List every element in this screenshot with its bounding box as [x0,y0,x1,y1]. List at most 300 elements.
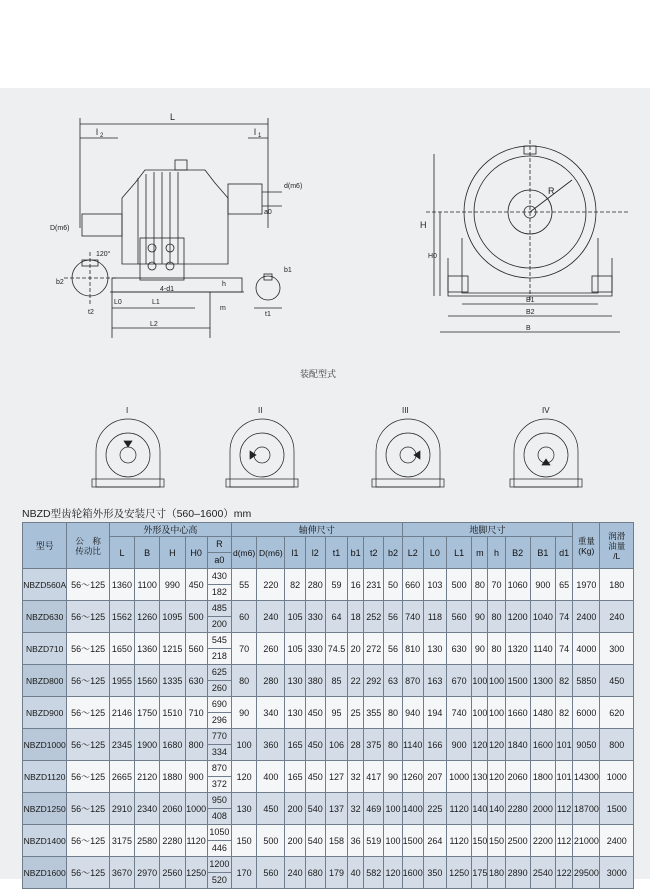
table-cell: 740 [447,697,472,729]
table-cell: 1250 [447,857,472,889]
table-cell: 105 [285,633,305,665]
col-R: R [208,537,231,553]
table-cell: 150 [488,825,505,857]
cell-model: NBZD1000 [23,729,67,761]
svg-text:b2: b2 [56,279,64,286]
cell-a0: 520 [211,875,227,885]
table-cell: 220 [257,569,285,601]
table-cell: 200 [285,793,305,825]
svg-text:t1: t1 [265,311,271,318]
cell-R: 770 [208,729,231,745]
table-cell: 25 [348,697,364,729]
table-cell: 450 [305,697,325,729]
header-row-groups [23,523,634,537]
cell-R: 1050 [208,825,231,841]
col-t2: t2 [364,537,384,569]
table-cell: 50 [384,569,402,601]
table-cell: 1140 [402,729,423,761]
table-cell: 150 [231,825,256,857]
table-cell: 127 [325,761,347,793]
table-cell: 1300 [530,665,555,697]
table-body [23,569,634,889]
table-cell: 1100 [135,569,160,601]
table-title: NBZD型齿轮箱外形及安装尺寸（560–1600）mm [22,508,252,520]
assembly-type-iv [510,419,582,487]
table-cell: 82 [556,665,573,697]
svg-text:B2: B2 [526,309,535,316]
table-cell: 16 [348,569,364,601]
table-cell: 1970 [573,569,600,601]
svg-text:4-d1: 4-d1 [160,286,175,293]
table-cell: 56 [384,633,402,665]
table-cell: 56～125 [67,697,109,729]
table-cell: 1250 [185,857,207,889]
table-cell: 80 [488,633,505,665]
table-cell: 64 [325,601,347,633]
table-row [23,601,634,633]
cell-R-a0 [207,825,231,857]
table-cell: 380 [305,665,325,697]
cell-model: NBZD1250 [23,793,67,825]
table-cell: 74.5 [325,633,347,665]
svg-text:B: B [526,325,531,332]
table-cell: 519 [364,825,384,857]
table-cell: 105 [285,601,305,633]
cell-model: NBZD1400 [23,825,67,857]
table-cell: 120 [488,729,505,761]
side-view [64,118,282,338]
table-cell: 101 [556,729,573,761]
table-cell: 2340 [135,793,160,825]
table-cell: 2200 [530,825,555,857]
col-l2: l2 [305,537,325,569]
table-row [23,761,634,793]
svg-text:l: l [96,127,98,137]
table-cell: 560 [185,633,207,665]
cell-R: 950 [208,793,231,809]
table-cell: 63 [384,665,402,697]
col-d1: d1 [556,537,573,569]
table-cell: 540 [305,793,325,825]
table-cell: 1120 [447,825,472,857]
table-cell: 40 [348,857,364,889]
table-cell: 112 [556,793,573,825]
svg-text:a0: a0 [264,209,272,216]
svg-text:D(m6): D(m6) [50,225,70,232]
cell-R-a0 [207,793,231,825]
header-row-columns [23,537,634,569]
header-foot: 地脚尺寸 [402,523,573,537]
table-cell: 120 [472,729,488,761]
assembly-type-i [92,419,164,487]
table-cell: 1200 [505,601,530,633]
table-cell: 180 [600,569,634,601]
table-cell: 180 [488,857,505,889]
cell-model: NBZD630 [23,601,67,633]
svg-text:t2: t2 [88,309,94,316]
table-cell: 170 [231,857,256,889]
table-cell: 130 [472,761,488,793]
table-cell: 2970 [135,857,160,889]
table-cell: 90 [472,633,488,665]
table-cell: 240 [257,601,285,633]
col-l1: l1 [285,537,305,569]
table-cell: 106 [325,729,347,761]
header-ratio: 公 称 传动比 [67,523,109,569]
table-row [23,825,634,857]
cell-a0: 334 [211,747,227,757]
table-cell: 100 [384,793,402,825]
table-cell: 130 [285,665,305,697]
table-cell: 450 [185,569,207,601]
drawing-caption: 装配型式 [300,369,337,379]
table-cell: 90 [384,761,402,793]
table-cell: 56～125 [67,665,109,697]
table-cell: 2665 [109,761,134,793]
table-cell: 1140 [530,633,555,665]
table-cell: 225 [423,793,446,825]
col-R-a0 [207,537,231,569]
table-cell: 56 [384,601,402,633]
table-cell: 1260 [402,761,423,793]
assembly-types [92,419,582,487]
table-cell: 165 [285,761,305,793]
table-cell: 450 [600,665,634,697]
table-cell: 330 [305,601,325,633]
table-cell: 82 [556,697,573,729]
table-cell: 3175 [109,825,134,857]
table-cell: 900 [185,761,207,793]
col-t1: t1 [325,537,347,569]
table-cell: 1000 [447,761,472,793]
table-cell: 940 [402,697,423,729]
table-cell: 469 [364,793,384,825]
svg-text:H0: H0 [428,253,437,260]
table-cell: 630 [447,633,472,665]
table-cell: 1660 [505,697,530,729]
table-cell: 280 [305,569,325,601]
table-cell: 1500 [600,793,634,825]
col-h: h [488,537,505,569]
svg-text:H: H [420,220,427,230]
table-cell: 1510 [160,697,185,729]
svg-text:l: l [254,127,256,137]
dimension-table-container [22,522,634,889]
table-cell: 1360 [135,633,160,665]
assembly-type-labels [126,406,550,415]
table-cell: 80 [384,697,402,729]
col-L0: L0 [423,537,446,569]
table-cell: 417 [364,761,384,793]
table-cell: 280 [257,665,285,697]
table-cell: 5850 [573,665,600,697]
cell-a0: 408 [211,811,227,821]
table-cell: 680 [305,857,325,889]
table-cell: 4000 [573,633,600,665]
table-cell: 140 [472,793,488,825]
col-D: D(m6) [257,537,285,569]
table-cell: 130 [231,793,256,825]
table-cell: 100 [488,665,505,697]
cell-R: 870 [208,761,231,777]
table-cell: 1060 [505,569,530,601]
table-cell: 2120 [135,761,160,793]
table-cell: 175 [472,857,488,889]
table-cell: 1320 [505,633,530,665]
table-cell: 70 [231,633,256,665]
table-cell: 74 [556,601,573,633]
table-cell: 1880 [160,761,185,793]
table-cell: 56～125 [67,793,109,825]
table-cell: 56～125 [67,633,109,665]
table-cell: 1120 [185,825,207,857]
table-cell: 36 [348,825,364,857]
cell-R: 1200 [208,857,231,873]
table-cell: 120 [488,761,505,793]
table-cell: 32 [348,793,364,825]
table-cell: 1680 [160,729,185,761]
table-cell: 85 [325,665,347,697]
table-cell: 2146 [109,697,134,729]
table-cell: 2540 [530,857,555,889]
table-cell: 6000 [573,697,600,729]
svg-text:L0: L0 [114,299,122,306]
svg-text:d(m6): d(m6) [284,183,303,190]
header-outline: 外形及中心高 [109,523,231,537]
table-cell: 56～125 [67,729,109,761]
assembly-type-iii [372,419,444,487]
table-cell: 163 [423,665,446,697]
table-cell: 2060 [160,793,185,825]
header-weight: 重量 (Kg) [573,523,600,569]
table-cell: 9050 [573,729,600,761]
table-cell: 1000 [600,761,634,793]
table-cell: 100 [472,665,488,697]
table-cell: 740 [402,601,423,633]
table-cell: 101 [556,761,573,793]
cell-a0: 372 [211,779,227,789]
cell-model: NBZD560A [23,569,67,601]
cell-model: NBZD800 [23,665,67,697]
table-cell: 166 [423,729,446,761]
table-cell: 1750 [135,697,160,729]
table-cell: 1400 [402,793,423,825]
table-cell: 400 [257,761,285,793]
table-cell: 60 [231,601,256,633]
table-cell: 1000 [185,793,207,825]
col-a0: a0 [214,555,225,565]
table-cell: 100 [231,729,256,761]
table-cell: 80 [231,665,256,697]
table-cell: 1335 [160,665,185,697]
header-shaft: 轴伸尺寸 [231,523,402,537]
cell-model: NBZD900 [23,697,67,729]
view-label-1: I [126,406,129,415]
table-cell: 800 [600,729,634,761]
table-cell: 252 [364,601,384,633]
table-cell: 165 [285,729,305,761]
table-row [23,793,634,825]
view-label-4: IV [542,406,550,415]
table-cell: 130 [423,633,446,665]
table-cell: 90 [472,601,488,633]
cell-R-a0 [207,601,231,633]
table-cell: 74 [556,633,573,665]
table-cell: 14300 [573,761,600,793]
svg-text:L1: L1 [152,299,160,306]
table-cell: 70 [488,569,505,601]
table-cell: 194 [423,697,446,729]
table-cell: 450 [305,729,325,761]
table-cell: 100 [488,697,505,729]
table-cell: 670 [447,665,472,697]
table-cell: 810 [402,633,423,665]
table-cell: 158 [325,825,347,857]
table-cell: 560 [447,601,472,633]
col-B: B [135,537,160,569]
table-cell: 103 [423,569,446,601]
table-cell: 140 [488,793,505,825]
table-cell: 80 [488,601,505,633]
table-cell: 1095 [160,601,185,633]
col-H0: H0 [185,537,207,569]
table-cell: 620 [600,697,634,729]
cell-R-a0 [207,761,231,793]
table-cell: 179 [325,857,347,889]
table-cell: 90 [231,697,256,729]
col-H: H [160,537,185,569]
table-cell: 100 [384,825,402,857]
table-cell: 3670 [109,857,134,889]
table-cell: 120 [384,857,402,889]
table-cell: 1360 [109,569,134,601]
table-cell: 292 [364,665,384,697]
table-cell: 122 [556,857,573,889]
table-cell: 2280 [505,793,530,825]
table-cell: 1260 [135,601,160,633]
cell-model: NBZD1120 [23,761,67,793]
svg-text:B1: B1 [526,297,535,304]
table-cell: 200 [285,825,305,857]
col-m: m [472,537,488,569]
table-cell: 1480 [530,697,555,729]
svg-text:L: L [170,112,176,122]
cell-a0: 260 [211,683,227,693]
col-d: d(m6) [231,537,256,569]
table-cell: 240 [285,857,305,889]
cell-a0: 296 [211,715,227,725]
view-label-2: II [258,406,263,415]
table-cell: 231 [364,569,384,601]
table-row [23,569,634,601]
table-cell: 710 [185,697,207,729]
cell-R: 625 [208,665,231,681]
col-L: L [109,537,134,569]
svg-text:R: R [548,186,555,196]
table-cell: 137 [325,793,347,825]
svg-text:m: m [220,305,226,312]
table-cell: 130 [285,697,305,729]
table-cell: 582 [364,857,384,889]
table-cell: 630 [185,665,207,697]
table-cell: 56～125 [67,857,109,889]
col-L1: L1 [447,537,472,569]
table-cell: 375 [364,729,384,761]
cell-model: NBZD1600 [23,857,67,889]
table-cell: 1560 [135,665,160,697]
table-cell: 1840 [505,729,530,761]
table-cell: 990 [160,569,185,601]
table-cell: 870 [402,665,423,697]
table-cell: 300 [600,633,634,665]
table-cell: 3000 [600,857,634,889]
table-cell: 1800 [530,761,555,793]
table-cell: 1650 [109,633,134,665]
table-cell: 2890 [505,857,530,889]
table-cell: 2345 [109,729,134,761]
table-cell: 100 [472,697,488,729]
table-cell: 340 [257,697,285,729]
table-cell: 56～125 [67,825,109,857]
dimension-table [22,522,634,889]
table-cell: 2000 [530,793,555,825]
table-cell: 560 [257,857,285,889]
table-cell: 2560 [160,857,185,889]
col-L2: L2 [402,537,423,569]
svg-text:1: 1 [258,133,262,139]
table-cell: 2910 [109,793,134,825]
table-cell: 32 [348,761,364,793]
table-cell: 350 [423,857,446,889]
table-cell: 450 [305,761,325,793]
table-cell: 2500 [505,825,530,857]
table-cell: 1600 [530,729,555,761]
table-cell: 1500 [505,665,530,697]
table-cell: 18700 [573,793,600,825]
table-cell: 20 [348,633,364,665]
table-cell: 272 [364,633,384,665]
cell-R-a0 [207,697,231,729]
table-cell: 18 [348,601,364,633]
cell-a0: 200 [211,619,227,629]
table-cell: 360 [257,729,285,761]
table-cell: 264 [423,825,446,857]
table-cell: 1900 [135,729,160,761]
table-row [23,633,634,665]
table-cell: 2400 [600,825,634,857]
table-cell: 900 [530,569,555,601]
table-cell: 118 [423,601,446,633]
table-cell: 22 [348,665,364,697]
table-cell: 29500 [573,857,600,889]
table-cell: 56～125 [67,601,109,633]
view-label-3: III [402,406,409,415]
table-row [23,729,634,761]
header-oil: 润滑 油量 /L [600,523,634,569]
table-cell: 1120 [447,793,472,825]
cell-a0: 182 [211,587,227,597]
table-cell: 260 [257,633,285,665]
table-row [23,697,634,729]
col-B1: B1 [530,537,555,569]
svg-text:2: 2 [100,133,104,139]
table-row [23,665,634,697]
table-cell: 2400 [573,601,600,633]
table-cell: 150 [472,825,488,857]
svg-text:h: h [222,281,226,288]
cell-R-a0 [207,729,231,761]
table-cell: 80 [472,569,488,601]
